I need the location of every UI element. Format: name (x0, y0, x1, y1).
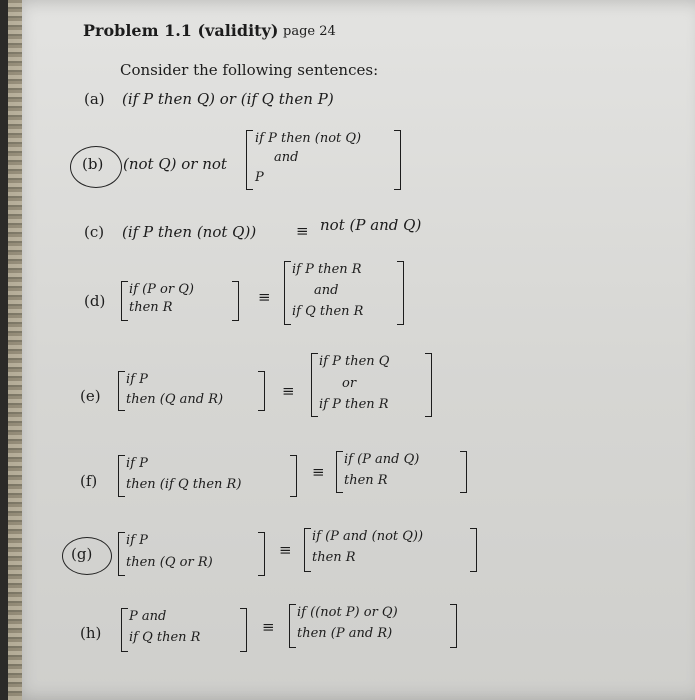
problem-title: Problem 1.1 (validity) (83, 21, 279, 40)
bracket-h-right-close (450, 604, 457, 648)
bracket-d-left-open (121, 281, 128, 321)
bracket-e-right-open (311, 353, 318, 417)
sentence-g-l1: if P (126, 533, 148, 548)
bracket-b-close (394, 130, 401, 190)
sentence-h-l1: P and (129, 609, 167, 624)
equiv-g: ≡ (279, 541, 292, 559)
bracket-h-right-open (289, 604, 296, 648)
bracket-d-right-close (397, 261, 404, 325)
bracket-g-left-open (118, 532, 125, 576)
sentence-h-l2: if Q then R (129, 630, 201, 645)
sentence-b-r1: if P then (not Q) (255, 131, 362, 146)
sentence-g-r2: then R (312, 550, 356, 565)
sentence-d-r1: if P then R (292, 262, 362, 277)
equiv-c: ≡ (296, 222, 309, 240)
sentence-d-l1: if (P or Q) (129, 282, 194, 297)
sentence-e-r2: or (342, 376, 357, 391)
sentence-g-r1: if (P and (not Q)) (312, 529, 424, 544)
equiv-f: ≡ (312, 463, 325, 481)
sentence-a: (if P then Q) or (if Q then P) (122, 90, 334, 108)
bracket-b-open (246, 130, 253, 190)
bracket-g-right-open (304, 528, 311, 572)
bracket-e-right-close (425, 353, 432, 417)
sentence-e-l1: if P (126, 372, 148, 387)
bracket-g-left-close (258, 532, 265, 576)
label-b: (b) (82, 155, 104, 173)
paper-sheet (8, 0, 695, 700)
bracket-f-left-close (290, 455, 297, 497)
bracket-f-right-open (336, 451, 343, 493)
sentence-g-l2: then (Q or R) (126, 555, 213, 570)
label-g: (g) (71, 545, 93, 563)
page-number: page 24 (283, 24, 336, 39)
sentence-d-r2: and (314, 283, 339, 298)
label-f: (f) (80, 472, 98, 490)
sentence-h-r2: then (P and R) (297, 626, 393, 641)
bracket-h-left-close (240, 608, 247, 652)
sentence-h-r1: if ((not P) or Q) (297, 605, 398, 620)
label-e: (e) (80, 387, 101, 405)
sentence-b-left: (not Q) or not (123, 155, 227, 173)
sentence-c-left: (if P then (not Q)) (122, 223, 257, 241)
label-h: (h) (80, 624, 102, 642)
label-d: (d) (84, 292, 106, 310)
bracket-d-left-close (232, 281, 239, 321)
bracket-f-left-open (118, 455, 125, 497)
sentence-f-r2: then R (344, 473, 388, 488)
equiv-d: ≡ (258, 288, 271, 306)
bracket-h-left-open (121, 608, 128, 652)
bracket-e-left-close (258, 371, 265, 411)
sentence-e-r1: if P then Q (319, 354, 390, 369)
sentence-d-l2: then R (129, 300, 173, 315)
bracket-e-left-open (118, 371, 125, 411)
sentence-b-r2: and (274, 150, 299, 165)
sentence-f-r1: if (P and Q) (344, 452, 420, 467)
bracket-d-right-open (284, 261, 291, 325)
sentence-f-l1: if P (126, 456, 148, 471)
equiv-e: ≡ (282, 382, 295, 400)
sentence-c-right: not (P and Q) (320, 216, 422, 234)
sentence-f-l2: then (if Q then R) (126, 477, 242, 492)
sentence-e-r3: if P then R (319, 397, 389, 412)
bracket-g-right-close (470, 528, 477, 572)
intro-text: Consider the following sentences: (120, 61, 379, 79)
sentence-e-l2: then (Q and R) (126, 392, 224, 407)
label-a: (a) (84, 90, 105, 108)
equiv-h: ≡ (262, 618, 275, 636)
label-c: (c) (84, 223, 105, 241)
sentence-d-r3: if Q then R (292, 304, 364, 319)
sentence-b-r3: P (255, 170, 264, 185)
notebook-edge (8, 0, 22, 700)
bracket-f-right-close (460, 451, 467, 493)
